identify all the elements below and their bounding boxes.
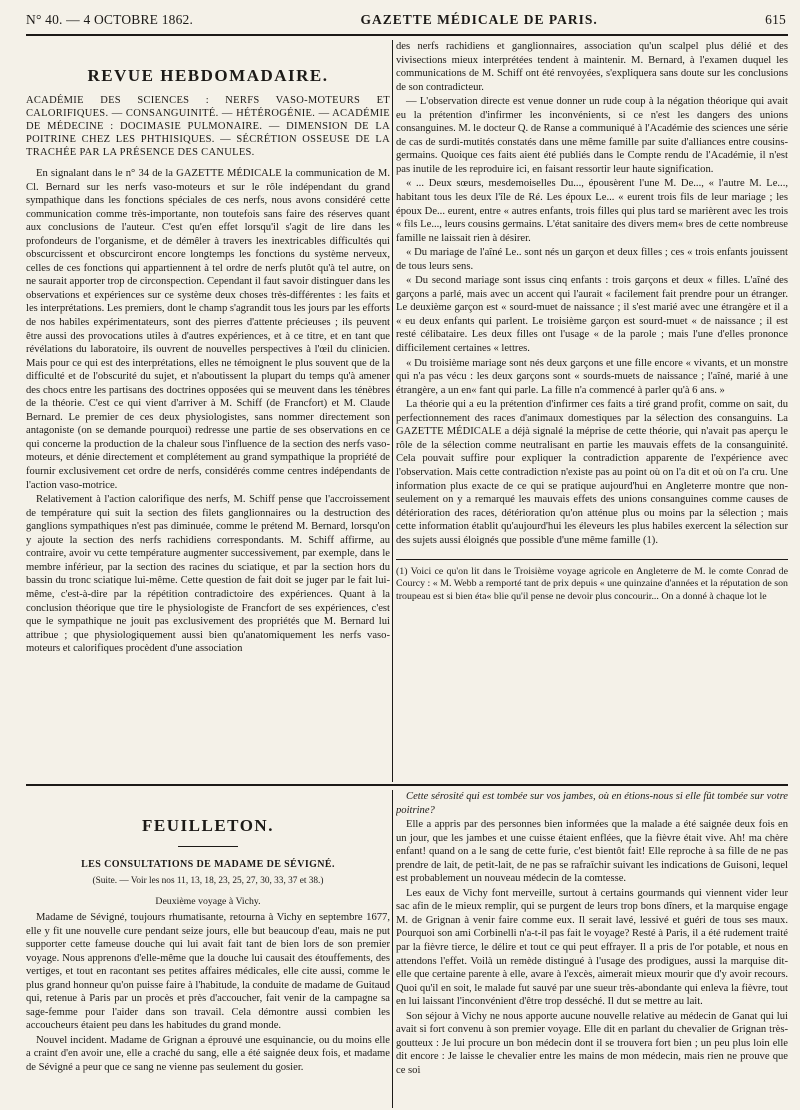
header-rule: [26, 34, 788, 36]
right-paragraph: « ... Deux sœurs, mesdemoiselles Du..., épousèrent l'une M. De..., « l'autre M. Le..., habitant tous les deux l'île de Ré. Les époux Le... « eurent trois fils de leur mariage ; les époux De... eurent, entre « autres enfants, trois filles qui plus tard se marièrent avec les trois « fils Le..., leurs cousins germains. L'état sanitaire des divers mem« bres de cette nombreuse famille ne laissait rien à désirer.: [396, 178, 788, 244]
revue-paragraph: Relativement à l'action calorifique des nerfs, M. Schiff pense que l'accroissement de température qui suit la section des filets ganglionnaires ou la destruction des ganglions sympathiques n'est pas diminuée, comme le prétend M. Bernard, lorsqu'on y ajoute la section des nerfs rachidiens correspondants. M. Schiff affirme, au contraire, avoir vu cette température augmenter successivement, par exemple, dans le membre inférieur, par la section des racines du sciatique, et par la section hors du bassin du tronc sciatique lui-même. Cette question de fait doit se juger par le fait lui-même, c'est-à-dire par la répétition contradictoire des expériences. Quant à la conclusion théorique que tire le physiologiste de Francfort de ses expériences, c'est que le sympathique ne jouit pas exclusivement des propriétés que M. Bernard lui attribue ; que physiologiquement aussi bien qu'anatomiquement les nerfs vaso-moteurs et calorifiques procèdent d'une association: [26, 494, 390, 655]
title-dash: [178, 846, 238, 847]
feuilleton-rule: [26, 784, 788, 786]
journal-title: GAZETTE MÉDICALE DE PARIS.: [360, 12, 598, 27]
revue-column-left: [26, 40, 390, 780]
footnote-rule: [396, 559, 788, 560]
page-number: 615: [765, 12, 786, 27]
feuilleton-subtitle: LES CONSULTATIONS DE MADAME DE SÉVIGNÉ.: [81, 859, 335, 870]
right-paragraph: des nerfs rachidiens et ganglionnaires, association qu'un scalpel plus délié et des vivisections mieux interprétées tendent à maintenir. M. Bernard, à l'examen duquel les communications de M. Schiff ont été renvoyées, s'expliquera sans doute sur les conclusions de son contradicteur.: [396, 41, 788, 93]
feuilleton-paragraph: Son séjour à Vichy ne nous apporte aucune nouvelle relative au médecin de Ganat qui lui avait si fort convenu à son premier voyage. Elle dit en parlant du chevalier de Grignan très-goutteux : Je lui procure un bon médecin dont il se trouvera fort bien ; un peu plus loin elle dit encore : Je laisse le chevalier entre les mains de mon médecin, mais rien ne prouve que ce soi: [396, 1010, 788, 1076]
column-divider: [392, 40, 393, 782]
feuilleton-section: Deuxième voyage à Vichy.: [155, 896, 261, 907]
right-paragraph: — L'observation directe est venue donner un rude coup à la négation théorique qui avait eu la prétention d'infirmer les inconvénients, si ce n'est les dangers des unions consanguines. M. le docteur Q. de Ranse a communiqué à l'Académie des sciences une série de cas de surdi-mutités constatés dans une même famille par suite d'alliances entre cousins-germains. Quoique ces faits aient été publiés dans le Compte rendu de l'Académie, il n'est pas inutile de les reproduire ici, en faisant ressortir leur haute signification.: [396, 96, 788, 175]
revue-title: REVUE HEBDOMADAIRE.: [87, 66, 329, 85]
right-paragraph: « Du second mariage sont issus cinq enfants : trois garçons et deux « filles. L'aîné des garçons a parlé, mais avec un accent qui l'aurait « facilement fait prendre pour un étranger. Le deuxième garçon est « sourd-muet de naissance ; il s'est marié avec une étrangère et il a « eu deux enfants qui parlent. Le troisième garçon est sourd-muet « de naissance ; il est resté célibataire. Les deux filles ont l'usage « de la parole ; mais l'une d'elles prononce difficilement certaines « lettres.: [396, 275, 788, 355]
feuilleton-suite: (Suite. — Voir les nos 11, 13, 18, 23, 25, 27, 30, 33, 37 et 38.): [92, 876, 324, 886]
right-paragraph: « Du mariage de l'aîné Le.. sont nés un garçon et deux filles ; ces « trois enfants jouissent de tous leurs sens.: [396, 247, 788, 272]
right-paragraph: La théorie qui a eu la prétention d'infirmer ces faits a tiré grand profit, comme on sait, du perfectionnement des races d'animaux domestiques par la sélection des consanguins. La GAZETTE MÉDICALE a déjà signalé la méprise de cette théorie, qui n'avait pas aperçu le rôle de la sélection comme neutralisant en partie les mauvais effets de la consanguinité. Cela pouvait suffire pour expliquer la contradiction apparente de l'expérience avec l'observation. Mais cette contradiction n'existe pas au point où on l'a dit et où on l'a cru. Une information plus exacte de ce qui se pratique aujourd'hui en Angleterre montre que non-seulement on y a remarqué les mauvais effets des unions consanguines comme causes de détérioration des races, détérioration qu'on atténue plus ou moins par la sélection ; mais cette information établit qu'aujourd'hui les éleveurs les plus habiles exercent la sélection sur des sujets aussi éloignés que possible d'une même famille (1).: [396, 399, 788, 546]
footnote: (1) Voici ce qu'on lit dans le Troisième voyage agricole en Angleterre de M. le comte Conrad de Courcy : « M. Webb a remporté tant de prix depuis « une quinzaine d'années et la réputation de son troupeau est si bien éta« blie qu'il pense ne devoir plus concourir... On a donné à chaque lot le: [396, 566, 788, 602]
revue-paragraph: En signalant dans le n° 34 de la GAZETTE MÉDICALE la communication de M. Cl. Bernard sur les nerfs vaso-moteurs et sur le rôle indépendant du grand sympathique dans les fonctions spéciales de ces nerfs, nous avons considéré cette communication comme très-importante, non toutefois sans faire des réserves quant aux conclusions de l'auteur. C'est qu'en effet lorsqu'il s'agit de lire dans les profondeurs de l'organisme, et de démêler à travers les inextricables difficultés qui obscurcissent et obscurciront encore longtemps les fonctions du système nerveux, celles de ces fonctions qui appartiennent à tel ordre de nerfs plutôt qu'à tel autre, on ne saurait apporter trop de circonspection. Cependant il faut savoir distinguer dans les observations et expériences sur ce système deux choses très-différentes : les faits et les interprétations. Les premiers, dont le champ s'agrandit tous les jours par les efforts de nos habiles expérimentateurs, sont des pierres d'attente précieuses ; ils peuvent être aussi des provocations utiles à d'autres expériences, et à ce titre, et en tant que révélations du laboratoire, ils ouvrent de nouvelles perspectives à l'œil du clinicien. Mais pour ce qui est des interprétations, elles ne témoignent le plus souvent que de la difficulté et de l'obscurité du sujet, et n'aboutissent la plupart du temps qu'à amener des chocs entre les partisans des doctrines opposées qui se meuvent dans les ténèbres de la théorie. C'est ce qui vient d'arriver à M. Schiff (de Francfort) et M. Claude Bernard. Le premier de ces deux physiologistes, sans nommer directement son antagoniste (on se demande pourquoi) redresse une partie de ses observations en ce qui concerne la production de la chaleur sous l'influence de la section des nerfs vaso-moteurs, et dénie directement et complétement au grand sympathique la propriété de fournir exclusivement cet ordre de nerfs, considérés comme centres indépendants de l'action vaso-motrice.: [26, 168, 390, 491]
feuilleton-paragraph: Les eaux de Vichy font merveille, surtout à certains gourmands qui viennent vider leur sac afin de le mieux remplir, qui se purgent de leurs trop bons dîners, et la marquise engage M. de Grignan à venir faire comme eux. Il serait lavé, lessivé et guéri de tous ses maux. Pourquoi son ami Corbinelli n'a-t-il pas fait le voyage? Resté à Paris, il a été rudement traité par la fièvre tierce, le délire et tout ce qui peut effrayer. Il a pris de l'or potable, et nous en attendons l'effet. Voilà un remède distingué à l'usage des prodigues, aussi la marquise dit-elle que certaine parente à elle, avare à l'excès, aimerait mieux mourir que d'y avoir recours. Quoi qu'il en soit, le malade fut sauvé par une sueur très-abondante qui enleva la fièvre, tout en lui laissant l'inconvénient d'être trop desséché. Il dut se mettre au lait.: [396, 887, 788, 1008]
feuilleton-paragraph: Cette sérosité qui est tombée sur vos jambes, où en étions-nous si elle fût tombée sur votre poitrine?: [396, 791, 788, 816]
feuilleton-column-right: [396, 790, 788, 1106]
feuilleton-title: FEUILLETON.: [142, 816, 274, 835]
feuilleton-paragraph: Nouvel incident. Madame de Grignan a éprouvé une esquinancie, ou du moins elle a craint d'en avoir une, elle a craché du sang, elle a été saignée deux fois, et madame de Sévigné a peur que ce sang ne vienne pas seulement du gosier.: [26, 1034, 390, 1074]
column-divider: [392, 790, 393, 1108]
revue-column-right: [396, 40, 788, 780]
feuilleton-paragraph: Madame de Sévigné, toujours rhumatisante, retourna à Vichy en septembre 1677, elle y fit une nouvelle cure pendant seize jours, elle but beaucoup d'eau, mais ne put supporter cette fameuse douche qui lui avait fait tant de bien lors de son premier voyage. Nous apprenons d'elle-même que la douche lui causait des étouffements, des vertiges, et tout en racontant ses petites affaires médicales, elle cite aussi, comme le plus grand honneur qu'on puisse faire à l'habitude, la conduite de madame de Guitaud qui, retenue à Paris par un procès et près d'accoucher, fait venir de la campagne sa sage-femme pour l'aider dans son travail. Cela démontre aussi combien les accoucheurs étaient peu dans les habitudes du grand monde.: [26, 912, 390, 1032]
feuilleton-paragraph: Elle a appris par des personnes bien informées que la malade a été saignée deux fois en un jour, que les jambes et une cuisse étaient enflées, que la fièvre était vive. Ah! ma chère enfant! quand on a le sang de cette furie, c'est bientôt fait! Elle reproche à sa fille de ne pas prendre de lait, de petit-lait, de ne pas se rafraîchir suivant les indications de Guisoni, lequel est probablement un nouveau médecin de la comtesse.: [396, 819, 788, 885]
right-paragraph: « Du troisième mariage sont nés deux garçons et une fille encore « vivants, et un monstre qui n'a pas vécu : les deux garçons sont « sourds-muets de naissance ; l'aîné, marié à une étrangère, a un en« fant qui parle. La fille n'a commencé à parler qu'à 6 ans. »: [396, 357, 788, 396]
running-header: [26, 10, 786, 30]
feuilleton-column-left: [26, 790, 390, 1106]
issue-number: N° 40. — 4 OCTOBRE 1862.: [26, 12, 194, 27]
revue-summary: ACADÉMIE DES SCIENCES : NERFS VASO-MOTEURS ET CALORIFIQUES. — CONSANGUINITÉ. — HÉTÉROGÉNIE. — ACADÉMIE DE MÉDECINE : DOCIMASIE PULMONAIRE. — DIMENSION DE LA POITRINE CHEZ LES PHTHISIQUES. — SÉCRÉTION OSSEUSE DE LA TRACHÉE PAR LA PRÉSENCE DES CANULES.: [26, 95, 390, 158]
